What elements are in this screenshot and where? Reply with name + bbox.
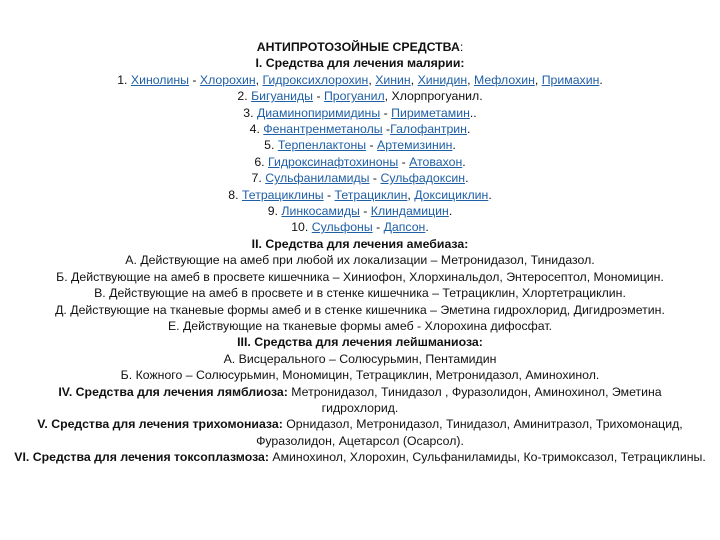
link-diaminopirimidiny[interactable]: Диаминопиримидины (256, 105, 381, 120)
item-number: 4. (249, 122, 264, 137)
link-fenantrenmetanoly[interactable]: Фенантренметанолы (263, 122, 383, 137)
leishmaniasis-item-a: А. Висцерального – Солюсурьмин, Пентамидин (223, 351, 497, 366)
amebiasis-item-d: Д. Действующие на тканевые формы амеб и в стенке кишечника – Эметина гидрохлорид, Дигидроэметин. (55, 302, 665, 317)
link-sulfony[interactable]: Сульфоны (311, 220, 373, 235)
link-pirimetamin[interactable]: Пириметамин (391, 105, 470, 120)
trichomoniasis-heading: V. Средства для лечения трихомониаза: (37, 417, 283, 432)
link-tetratsikliny[interactable]: Тетрациклины (241, 187, 324, 202)
separator: , (534, 72, 542, 87)
link-linkozamidy[interactable]: Линкосамиды (281, 204, 360, 219)
separator: , (467, 72, 474, 87)
punctuation: . (452, 138, 456, 153)
separator: , (410, 72, 418, 87)
separator: - (369, 171, 381, 186)
amebiasis-item-b: Б. Действующие на амеб в просвете кишечника – Хиниофон, Хлорхинальдол, Энтеросептол, Мономицин. (56, 269, 664, 284)
item-number: 1. (117, 72, 131, 87)
malaria-item-10 (0, 219, 720, 235)
item-number: 7. (251, 171, 266, 186)
separator: - (398, 154, 410, 169)
malaria-item-6 (0, 154, 720, 170)
link-gidroksihlorohin[interactable]: Гидроксихлорохин (262, 72, 369, 87)
item-text: , Хлорпрогуанил. (384, 89, 483, 104)
link-atovahon[interactable]: Атовахон (409, 154, 463, 169)
malaria-item-2 (0, 88, 720, 104)
punctuation: . (448, 204, 453, 219)
toxoplasmosis-paragraph (0, 449, 720, 465)
malaria-item-8 (0, 187, 720, 203)
page-title: АНТИПРОТОЗОЙНЫЕ СРЕДСТВА (256, 40, 460, 54)
malaria-item-3 (0, 105, 720, 121)
separator: , (368, 72, 376, 87)
malaria-item-5 (0, 137, 720, 153)
separator: - (380, 105, 392, 120)
amebiasis-item-a: А. Действующие на амеб при любой их локализации – Метронидазол, Тинидазол. (125, 253, 595, 268)
punctuation: . (465, 171, 469, 186)
separator: , (407, 187, 415, 202)
link-dapson[interactable]: Дапсон (383, 220, 426, 235)
link-biguanidy[interactable]: Бигуаниды (251, 89, 314, 104)
amebiasis-item-v: В. Действующие на амеб в просвете и в стенке кишечника – Тетрациклин, Хлортетрациклин. (94, 286, 626, 301)
malaria-item-4 (0, 121, 720, 137)
title-colon: : (459, 40, 464, 54)
link-doksitsiklin[interactable]: Доксициклин (414, 187, 489, 202)
separator: - (359, 204, 371, 219)
malaria-heading: I. Средства для лечения малярии: (255, 56, 465, 71)
link-klindamitsin[interactable]: Клиндамицин (370, 204, 449, 219)
link-sulfadoksin[interactable]: Сульфадоксин (380, 171, 466, 186)
leishmaniasis-heading: III. Средства для лечения лейшманиоза: (237, 335, 483, 350)
link-hinin[interactable]: Хинин (375, 72, 411, 87)
item-number: 5. (264, 138, 278, 153)
separator: - (188, 72, 200, 87)
separator: - (372, 220, 384, 235)
item-number: 2. (237, 89, 252, 104)
punctuation: . (462, 154, 466, 169)
link-primahin[interactable]: Примахин (541, 72, 600, 87)
item-number: 9. (267, 204, 282, 219)
punctuation: .. (469, 105, 477, 120)
link-hinoliny[interactable]: Хинолины (130, 72, 189, 87)
separator: - (382, 122, 391, 137)
separator: - (323, 187, 335, 202)
punctuation: . (599, 72, 603, 87)
link-artemizinin[interactable]: Артемизинин (377, 138, 453, 153)
toxoplasmosis-text: Аминохинол, Хлорохин, Сульфаниламиды, Ко-тримоксазол, Тетрациклины. (268, 450, 706, 465)
link-hinidin[interactable]: Хинидин (417, 72, 468, 87)
amebiasis-item-e: Е. Действующие на тканевые формы амеб - Хлорохина дифосфат. (167, 318, 553, 333)
leishmaniasis-item-b: Б. Кожного – Солюсурьмин, Мономицин, Тетрациклин, Метронидазол, Аминохинол. (120, 368, 600, 383)
link-meflohin[interactable]: Мефлохин (473, 72, 535, 87)
link-terpenlaktony[interactable]: Терпенлактоны (277, 138, 367, 153)
amebiasis-heading: II. Средства для лечения амебиаза: (251, 236, 469, 251)
trichomoniasis-text: Орнидазол, Метронидазол, Тинидазол, Аминитразол, Трихомонацид, Фуразолидон, Ацетарсол (Осарсол). (256, 417, 683, 448)
malaria-item-7 (0, 170, 720, 186)
toxoplasmosis-heading: VI. Средства для лечения токсоплазмоза: (14, 450, 269, 465)
item-number: 6. (254, 154, 268, 169)
malaria-item-9 (0, 203, 720, 219)
separator: - (366, 138, 378, 153)
giardiasis-paragraph (0, 384, 720, 417)
separator: , (255, 72, 263, 87)
malaria-item-1 (0, 72, 720, 88)
punctuation: . (466, 122, 471, 137)
item-number: 10. (291, 220, 312, 235)
punctuation: . (488, 187, 492, 202)
link-tetratsiklin[interactable]: Тетрациклин (334, 187, 408, 202)
link-gidroksinaftohinony[interactable]: Гидроксинафтохиноны (268, 154, 399, 169)
giardiasis-heading: IV. Средства для лечения лямблиоза: (58, 384, 288, 399)
item-number: 8. (228, 187, 242, 202)
link-sulfanilamidy[interactable]: Сульфаниламиды (265, 171, 370, 186)
link-hlorohin[interactable]: Хлорохин (199, 72, 256, 87)
page-title-line (0, 39, 720, 55)
separator: - (313, 89, 324, 104)
link-proguanil[interactable]: Прогуанил (323, 89, 385, 104)
trichomoniasis-paragraph (0, 416, 720, 449)
giardiasis-text: Метронидазол, Тинидазол , Фуразолидон, Аминохинол, Эметина гидрохлорид. (287, 384, 662, 415)
item-number: 3. (243, 105, 257, 120)
link-galofantrin[interactable]: Галофантрин (390, 122, 467, 137)
punctuation: . (425, 220, 429, 235)
